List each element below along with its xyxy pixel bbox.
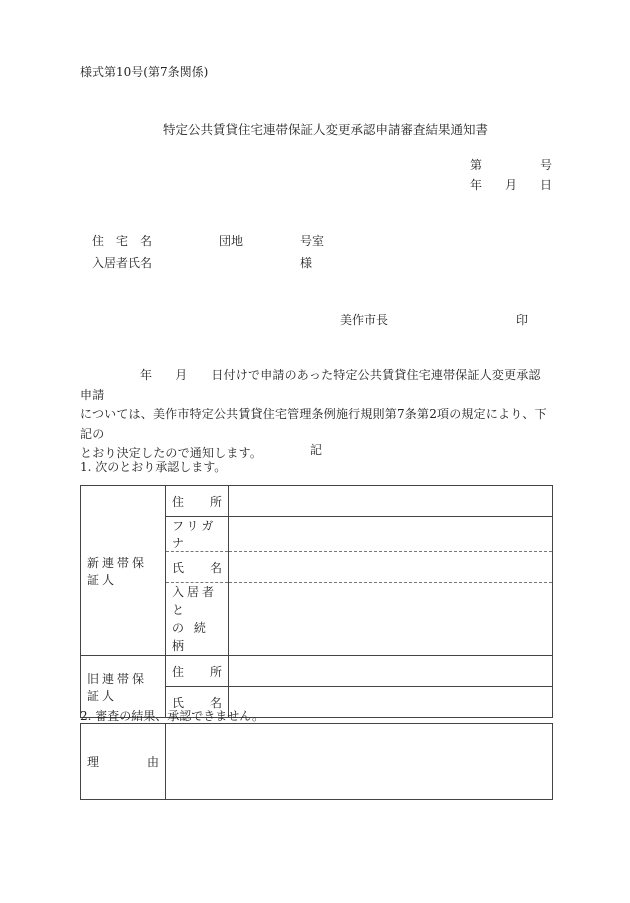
housing-label: 住 宅 名 [92,234,153,248]
form-number: 様式第10号(第7条関係) [80,65,209,79]
new-guarantor-label: 新連帯保証人 [81,486,166,656]
resident-label: 入居者氏名 [92,256,153,270]
new-address-field[interactable] [229,486,553,517]
reason-label-b: 由 [146,755,159,769]
body-month: 月 [175,368,188,382]
body-line2: については、美作市特定公共賃貸住宅管理条例施行規則第7条第2項の規定により、下記の [80,407,547,441]
relation-label-1: 入居者と [172,585,218,617]
old-address-field[interactable] [229,656,553,687]
old-guarantor-label: 旧連帯保証人 [81,656,166,718]
old-name-label-a: 氏 [172,695,185,710]
name-label-b: 名 [209,560,222,575]
document-title: 特定公共賃貸住宅連帯保証人変更承認申請審査結果通知書 [163,122,489,137]
reason-label-a: 理 [87,755,100,769]
danchi-label: 団地 [219,234,244,248]
relation-label-2: の 続 柄 [172,621,209,653]
new-name-field[interactable] [229,552,553,583]
body-year: 年 [140,368,153,382]
date-month: 月 [505,178,518,192]
doc-number-suffix: 号 [540,158,553,172]
new-furigana-field[interactable] [229,517,553,552]
address-label-a: 住 [172,494,185,509]
issuer-name: 美作市長 [340,313,389,327]
old-address-label-b: 所 [209,664,222,679]
ki-label: 記 [310,443,323,457]
new-relation-field[interactable] [229,583,553,656]
approval-table [80,485,553,718]
body-line3: とおり決定したので通知します。 [80,446,263,460]
name-label-a: 氏 [172,560,185,575]
reason-field[interactable] [166,724,553,800]
body-line1: 日付けで申請のあった特定公共賃貸住宅連帯保証人変更承認申請 [80,368,541,402]
old-name-field[interactable] [229,687,553,718]
room-label: 号室 [300,234,325,248]
address-label-b: 所 [209,494,222,509]
old-address-label-a: 住 [172,664,185,679]
doc-number-prefix: 第 [470,158,483,172]
date-day: 日 [540,178,553,192]
rejection-table [80,723,553,800]
seal-mark: 印 [516,313,529,327]
section2-heading: 2. 審査の結果、承認できません。 [80,709,264,723]
date-year: 年 [470,178,483,192]
furigana-label: フリガナ [166,517,229,552]
old-name-label-b: 名 [209,695,222,710]
section1-heading: 1. 次のとおり承認します。 [80,460,227,474]
honorific: 様 [300,256,313,270]
